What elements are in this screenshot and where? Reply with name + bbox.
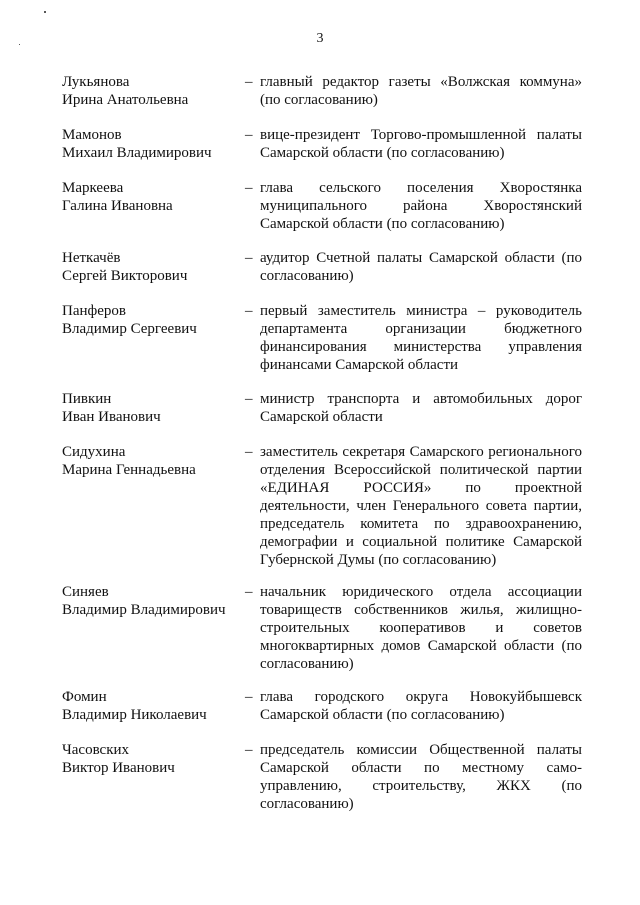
role-line: Самарской области (по согласованию) [260, 707, 505, 723]
role-line: глава сельского поселения Хворостянка [260, 180, 582, 196]
role-line: Самарской области по местному само- [260, 760, 582, 776]
dash-separator: – [245, 689, 253, 705]
role-line: аудитор Счетной палаты Самарской области (по [260, 250, 582, 266]
role-line: председатель комиссии Общественной палаты [260, 742, 582, 758]
role-line: министр транспорта и автомобильных дорог [260, 391, 582, 407]
member-role [260, 73, 582, 109]
role-line: начальник юридического отдела ассоциации [260, 584, 582, 600]
role-line: муниципального района Хворостянский [260, 198, 582, 214]
member-role [260, 583, 582, 673]
member-given-names: Владимир Владимирович [62, 602, 226, 618]
member-given-names: Владимир Николаевич [62, 707, 207, 723]
role-line: глава городского округа Новокуйбышевск [260, 689, 582, 705]
member-name [62, 73, 237, 109]
member-role [260, 179, 582, 233]
role-line: демографии и социальной политике Самарской [260, 534, 582, 550]
role-line: финансами Самарской области [260, 357, 459, 373]
role-line: строительных кооперативов и советов [260, 620, 582, 636]
member-given-names: Сергей Викторович [62, 268, 188, 284]
member-role [260, 390, 582, 426]
member-name [62, 443, 237, 479]
member-surname: Сидухина [62, 444, 126, 460]
member-surname: Пивкин [62, 391, 112, 407]
dash-separator: – [245, 250, 253, 266]
dash-separator: – [245, 742, 253, 758]
member-role [260, 443, 582, 569]
member-given-names: Иван Иванович [62, 409, 161, 425]
member-role [260, 741, 582, 813]
member-role [260, 249, 582, 285]
member-surname: Маркеева [62, 180, 124, 196]
member-name [62, 390, 237, 426]
role-line: деятельности, член Генерального совета партии, [260, 498, 582, 514]
member-given-names: Михаил Владимирович [62, 145, 212, 161]
member-given-names: Владимир Сергеевич [62, 321, 197, 337]
member-given-names: Галина Ивановна [62, 198, 173, 214]
dash-separator: – [245, 303, 253, 319]
role-line: согласованию) [260, 796, 354, 812]
member-surname: Мамонов [62, 127, 122, 143]
role-line: заместитель секретаря Самарского регионального [260, 444, 582, 460]
member-surname: Панферов [62, 303, 126, 319]
role-line: (по согласованию) [260, 92, 378, 108]
dash-separator: – [245, 391, 253, 407]
member-surname: Часовских [62, 742, 130, 758]
member-surname: Синяев [62, 584, 109, 600]
scan-speck [44, 11, 46, 13]
dash-separator: – [245, 180, 253, 196]
page-number: 3 [316, 31, 324, 46]
dash-separator: – [245, 584, 253, 600]
role-line: Самарской области (по согласованию) [260, 145, 505, 161]
role-line: главный редактор газеты «Волжская коммуна» [260, 74, 582, 90]
role-line: департамента организации бюджетного [260, 321, 582, 337]
role-line: согласованию) [260, 268, 354, 284]
role-line: финансирования министерства управления [260, 339, 582, 355]
member-role [260, 302, 582, 374]
role-line: «ЕДИНАЯ РОССИЯ» по проектной [260, 480, 582, 496]
member-name [62, 249, 237, 285]
role-line: отделения Всероссийской политической партии [260, 462, 582, 478]
dash-separator: – [245, 74, 253, 90]
role-line: первый заместитель министра – руководитель [260, 303, 582, 319]
member-name [62, 302, 237, 338]
member-name [62, 179, 237, 215]
role-line: согласованию) [260, 656, 354, 672]
member-name [62, 741, 237, 777]
member-role [260, 688, 582, 724]
member-surname: Лукьянова [62, 74, 130, 90]
member-given-names: Виктор Иванович [62, 760, 175, 776]
member-name [62, 126, 237, 162]
member-name [62, 688, 237, 724]
role-line: управлению, строительству, ЖКХ (по [260, 778, 582, 794]
role-line: многоквартирных домов Самарской области (по [260, 638, 582, 654]
member-surname: Фомин [62, 689, 107, 705]
member-role [260, 126, 582, 162]
member-given-names: Ирина Анатольевна [62, 92, 189, 108]
member-surname: Неткачёв [62, 250, 121, 266]
member-given-names: Марина Геннадьевна [62, 462, 196, 478]
role-line: председатель комитета по здравоохранению, [260, 516, 582, 532]
role-line: товариществ собственников жилья, жилищно- [260, 602, 582, 618]
dash-separator: – [245, 444, 253, 460]
member-name [62, 583, 237, 619]
role-line: Самарской области [260, 409, 383, 425]
dash-separator: – [245, 127, 253, 143]
role-line: Губернской Думы (по согласованию) [260, 552, 497, 568]
role-line: Самарской области (по согласованию) [260, 216, 505, 232]
role-line: вице-президент Торгово-промышленной палаты [260, 127, 582, 143]
